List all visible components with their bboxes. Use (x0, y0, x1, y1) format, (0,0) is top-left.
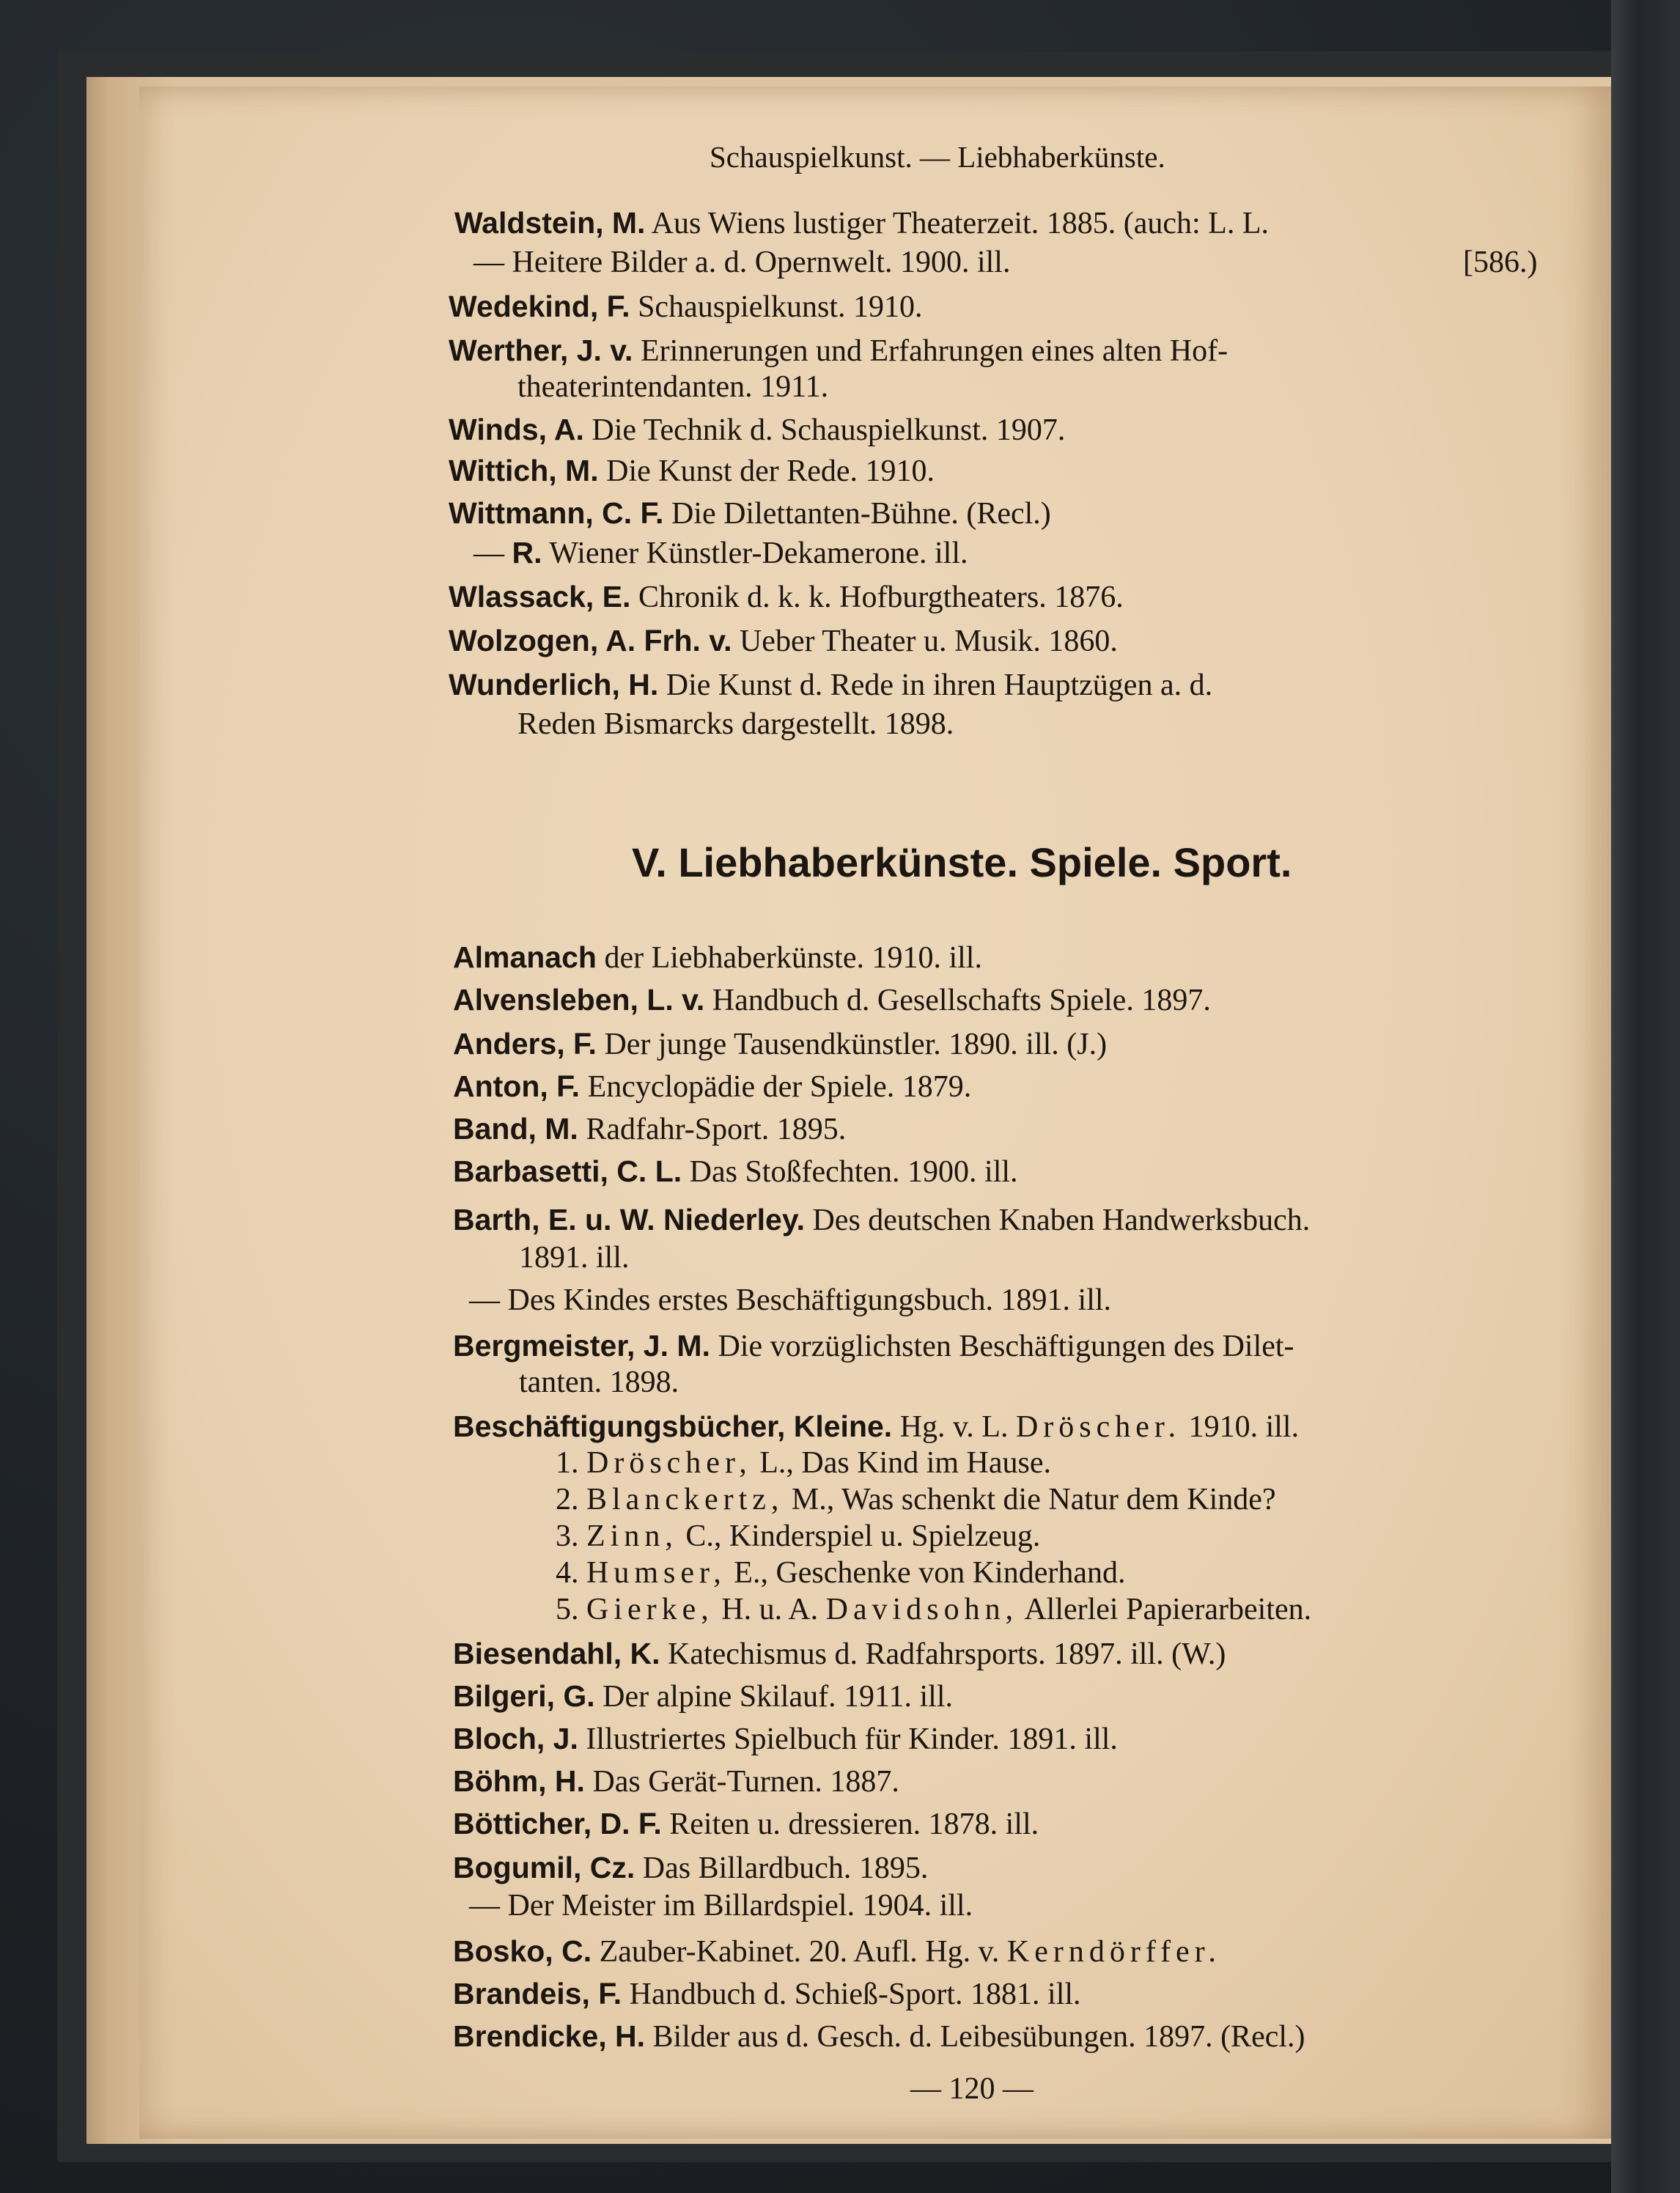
series-item: 2. Blanckertz, M., Was schenkt die Natur dem Kinde? (556, 1483, 1276, 1516)
running-head: Schauspielkunst. — Liebhaberkünste. (710, 140, 1165, 174)
series-item: 4. Humser, E., Geschenke von Kinderhand. (556, 1556, 1126, 1590)
entry-line: Böhm, H. Das Gerät-Turnen. 1887. (453, 1764, 899, 1799)
series-item: 1. Dröscher, L., Das Kind im Hause. (556, 1446, 1052, 1480)
entry-line: Bilgeri, G. Der alpine Skilauf. 1911. ill. (453, 1679, 954, 1714)
page-number: — 120 — (910, 2072, 1034, 2106)
entry-line: Barth, E. u. W. Niederley. Des deutschen Knaben Handwerksbuch. (453, 1203, 1311, 1237)
entry-line: Bötticher, D. F. Reiten u. dressieren. 1878. ill. (453, 1807, 1039, 1841)
section-title: V. Liebhaberkünste. Spiele. Sport. (632, 839, 1292, 885)
entry-line: Wunderlich, H. Die Kunst d. Rede in ihren Hauptzügen a. d. (449, 668, 1213, 702)
entry-line: — Der Meister im Billardspiel. 1904. ill. (469, 1889, 973, 1923)
entry-line: Brandeis, F. Handbuch d. Schieß-Sport. 1881. ill. (453, 1977, 1081, 2011)
entry-line: Wedekind, F. Schauspielkunst. 1910. (449, 290, 923, 324)
series-item: 5. Gierke, H. u. A. Davidsohn, Allerlei Papierarbeiten. (556, 1593, 1312, 1626)
entry-line: 1891. ill. (519, 1241, 630, 1275)
entry-line: Beschäftigungsbücher, Kleine. Hg. v. L. Dröscher. 1910. ill. (453, 1409, 1300, 1444)
entry-line: Barbasetti, C. L. Das Stoßfechten. 1900. ill. (453, 1154, 1018, 1189)
entry-line: — Heitere Bilder a. d. Opernwelt. 1900. ill. (474, 246, 1011, 279)
entry-line: — R. Wiener Künstler-Dekamerone. ill. (474, 536, 968, 570)
entry-line: Anton, F. Encyclopädie der Spiele. 1879. (453, 1069, 972, 1104)
entry-line: Werther, J. v. Erinnerungen und Erfahrungen eines alten Hof- (449, 333, 1228, 368)
entry-line: Almanach der Liebhaberkünste. 1910. ill. (453, 940, 982, 975)
entry-line: Alvensleben, L. v. Handbuch d. Gesellschafts Spiele. 1897. (453, 983, 1211, 1017)
entry-line: Bogumil, Cz. Das Billardbuch. 1895. (453, 1851, 929, 1885)
entry-line: Waldstein, M. Aus Wiens lustiger Theaterzeit. 1885. (auch: L. L. (454, 206, 1269, 240)
entry-line: tanten. 1898. (519, 1365, 679, 1399)
entry-line: Reden Bismarcks dargestellt. 1898. (517, 707, 954, 741)
entry-line: Wittmann, C. F. Die Dilettanten-Bühne. (Recl.) (449, 496, 1051, 531)
entry-line: Bosko, C. Zauber-Kabinet. 20. Aufl. Hg. v. Kerndörffer. (453, 1934, 1221, 1969)
entry-line: Wolzogen, A. Frh. v. Ueber Theater u. Musik. 1860. (449, 624, 1118, 658)
entry-line: Band, M. Radfahr-Sport. 1895. (453, 1112, 847, 1146)
entry-line: — Des Kindes erstes Beschäftigungsbuch. 1891. ill. (469, 1283, 1112, 1317)
entry-line: Brendicke, H. Bilder aus d. Gesch. d. Leibesübungen. 1897. (Recl.) (453, 2019, 1305, 2054)
entry-line: Biesendahl, K. Katechismus d. Radfahrsports. 1897. ill. (W.) (453, 1637, 1226, 1671)
entry-line: Winds, A. Die Technik d. Schauspielkunst. 1907. (449, 413, 1066, 447)
entry-line: Bergmeister, J. M. Die vorzüglichsten Beschäftigungen des Dilet- (453, 1329, 1294, 1363)
entry-line: Bloch, J. Illustriertes Spielbuch für Kinder. 1891. ill. (453, 1722, 1118, 1756)
entry-ref: [586.) (1463, 246, 1538, 279)
entry-line: theaterintendanten. 1911. (517, 370, 829, 404)
entry-line: Anders, F. Der junge Tausendkünstler. 1890. ill. (J.) (453, 1027, 1108, 1061)
entry-line: Wlassack, E. Chronik d. k. k. Hofburgtheaters. 1876. (449, 580, 1124, 614)
entry-line: Wittich, M. Die Kunst der Rede. 1910. (449, 454, 935, 488)
series-item: 3. Zinn, C., Kinderspiel u. Spielzeug. (556, 1519, 1041, 1553)
